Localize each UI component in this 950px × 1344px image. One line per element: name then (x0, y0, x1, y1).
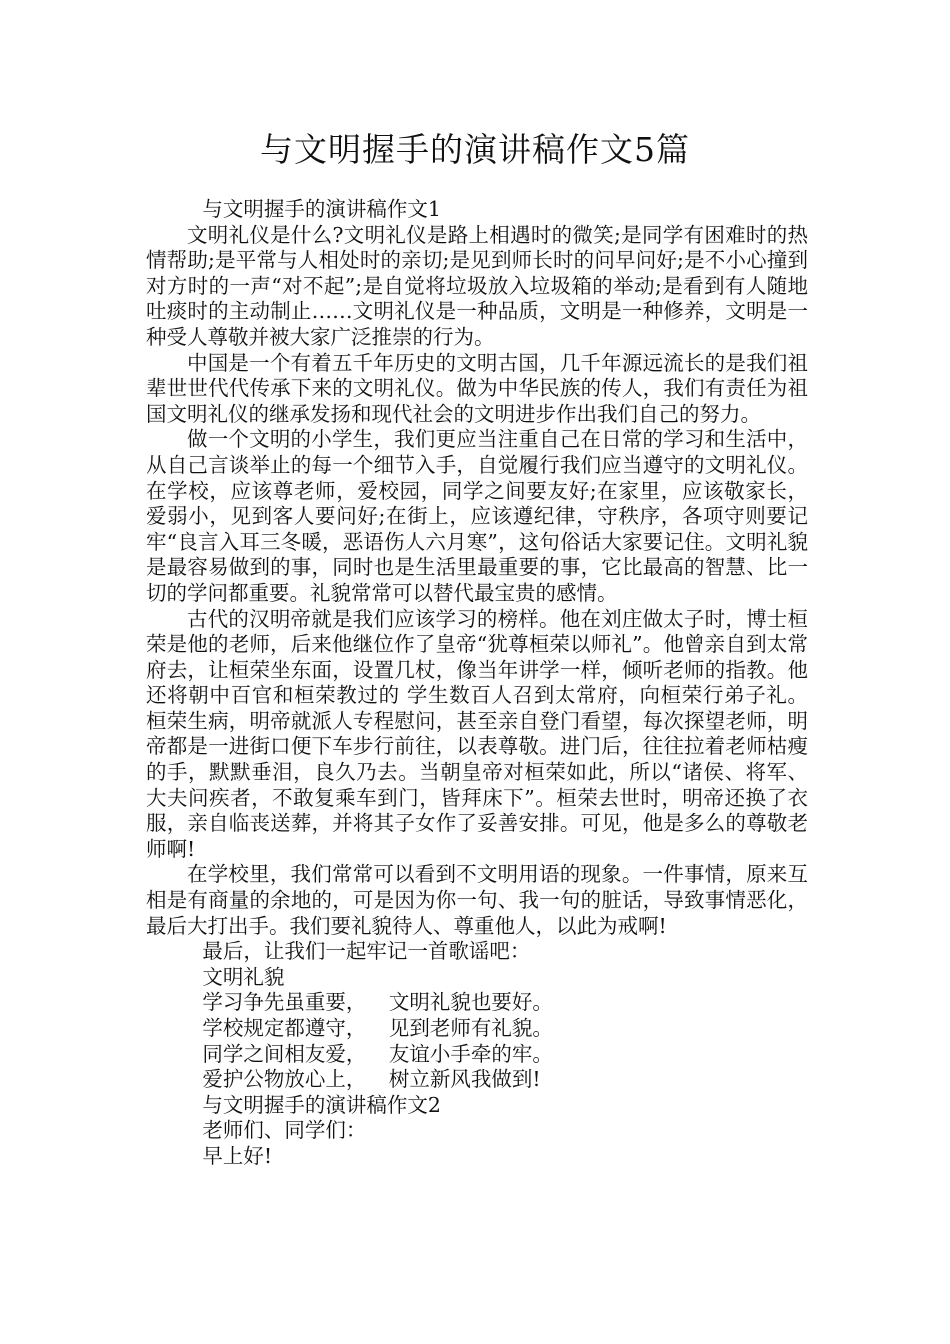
song-intro: 最后，让我们一起牢记一首歌谣吧： (202, 939, 531, 964)
song-line-second-half: 见到老师有礼貌。 (388, 1016, 553, 1040)
paragraph: 在学校里，我们常常可以看到不文明用语的现象。一件事情，原来互相是有商量的余地的，可是因为你一句、我一句的脏话，导致事情恶化，最后大打出手。我们要礼貌待人、尊重他人，以此为戒啊! (146, 862, 808, 938)
document-title: 与文明握手的演讲稿作文5篇 (260, 130, 690, 169)
song-line (146, 990, 808, 1016)
good-morning: 早上好! (202, 1143, 273, 1168)
paragraph: 做一个文明的小学生，我们更应当注重自己在日常的学习和生活中，从自己言谈举止的每一个细节入手，自觉履行我们应当遵守的文明礼仪。在学校，应该尊老师，爱校园，同学之间要友好;在家里，应该敬家长，爱弱小，见到客人要问好;在街上，应该遵纪律，守秩序，各项守则要记牢“良言入耳三冬暖，恶语伤人六月寒”，这句俗话大家要记住。文明礼貌是最容易做到的事，同时也是生活里最重要的事，它比最高的智慧、比一切的学问都重要。礼貌常常可以替代最宝贵的感情。 (146, 427, 808, 605)
song-line (146, 1016, 808, 1042)
section-heading-1: 与文明握手的演讲稿作文1 (202, 197, 441, 221)
song-title: 文明礼貌 (202, 964, 285, 989)
section-heading-2: 与文明握手的演讲稿作文2 (202, 1092, 441, 1117)
song-line (146, 1067, 808, 1093)
paragraph: 文明礼仪是什么?文明礼仪是路上相遇时的微笑;是同学有困难时的热情帮助;是平常与人相处时的亲切;是见到师长时的问早问好;是不小心撞到对方时的一声“对不起”;是自觉将垃圾放入垃圾箱的举动;是看到有人随地吐痰时的主动制止……文明礼仪是一种品质，文明是一种修养，文明是一种受人尊敬并被大家广泛推崇的行为。 (146, 222, 808, 349)
document-body (146, 197, 808, 1170)
song-line-first-half: 同学之间相友爱， (202, 1041, 367, 1066)
song-line-second-half: 文明礼貌也要好。 (388, 990, 553, 1015)
song-line-first-half: 学习争先虽重要， (202, 990, 367, 1015)
song-line-first-half: 爱护公物放心上， (202, 1067, 367, 1092)
greeting: 老师们、同学们： (202, 1118, 367, 1143)
song-line-second-half: 友谊小手牵的牢。 (388, 1041, 553, 1066)
paragraph: 古代的汉明帝就是我们应该学习的榜样。他在刘庄做太子时，博士桓荣是他的老师，后来他继位作了皇帝“犹尊桓荣以师礼”。他曾亲自到太常府去，让桓荣坐东面，设置几杖，像当年讲学一样，倾听老师的指教。他还将朝中百官和桓荣教过的 学生数百人召到太常府，向桓荣行弟子礼。桓荣生病，明帝就派人专程慰问，甚至亲自登门看望，每次探望老师，明帝都是一进街口便下车步行前往，以表尊敬。进门后，往往拉着老师枯瘦的手，默默垂泪，良久乃去。当朝皇帝对桓荣如此，所以“诸侯、将军、大夫问疾者，不敢复乘车到门，皆拜床下”。桓荣去世时，明帝还换了衣服，亲自临丧送葬，并将其子女作了妥善安排。可见，他是多么的尊敬老师啊! (146, 606, 808, 861)
song-line-first-half: 学校规定都遵守， (202, 1016, 367, 1040)
song-line-second-half: 树立新风我做到! (388, 1067, 541, 1092)
song-line (146, 1042, 808, 1068)
paragraph: 中国是一个有着五千年历史的文明古国，几千年源远流长的是我们祖辈世世代代传承下来的文明礼仪。做为中华民族的传人，我们有责任为祖国文明礼仪的继承发扬和现代社会的文明进步作出我们自己的努力。 (146, 350, 808, 426)
